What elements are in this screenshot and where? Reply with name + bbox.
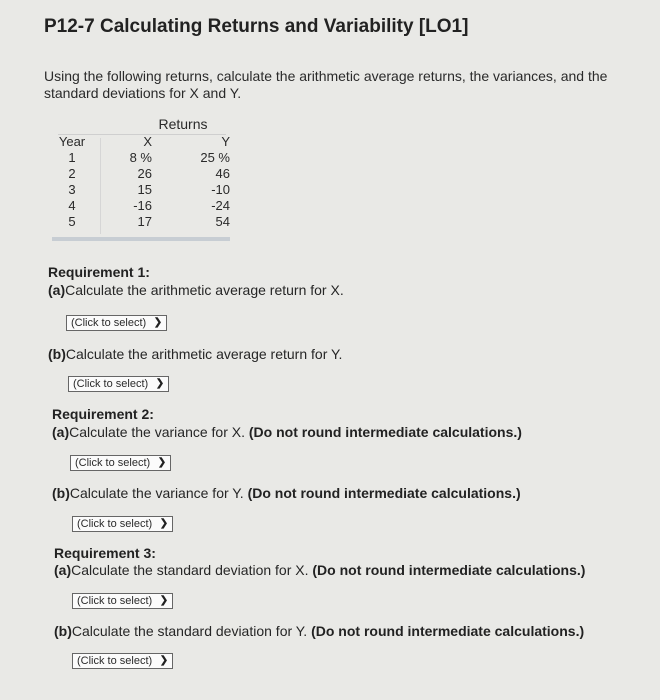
- rounding-note: (Do not round intermediate calculations.): [247, 485, 521, 501]
- select-placeholder: (Click to select): [71, 317, 147, 329]
- select-placeholder: (Click to select): [77, 655, 153, 667]
- cell-x: 26: [137, 166, 152, 181]
- answer-select-3a[interactable]: [72, 593, 173, 609]
- answer-select-1b[interactable]: [68, 376, 169, 392]
- select-placeholder: (Click to select): [73, 378, 149, 390]
- rounding-note: (Do not round intermediate calculations.): [311, 623, 585, 639]
- cell-y: 46: [215, 166, 230, 181]
- instructions-text: Using the following returns, calculate the arithmetic average returns, the variances, and the standard deviations for X and Y.: [44, 68, 608, 101]
- chevron-down-icon: ❯: [155, 378, 165, 389]
- chevron-down-icon: ❯: [157, 457, 167, 468]
- cell-year: 3: [68, 182, 76, 197]
- rounding-note: (Do not round intermediate calculations.): [248, 424, 522, 440]
- requirement-1-heading: Requirement 1:: [48, 264, 150, 280]
- question-3b: [54, 623, 584, 639]
- requirement-2-heading: Requirement 2:: [52, 406, 154, 422]
- question-1a: [48, 282, 344, 298]
- chevron-down-icon: ❯: [159, 655, 169, 666]
- question-text: Calculate the standard deviation for X.: [71, 562, 313, 578]
- cell-year: 2: [68, 166, 76, 181]
- answer-select-2a[interactable]: [70, 455, 171, 471]
- chevron-down-icon: ❯: [159, 595, 169, 606]
- cell-y: -24: [211, 198, 230, 213]
- cell-year: 5: [68, 214, 76, 229]
- cell-x: 15: [137, 182, 152, 197]
- answer-select-3b[interactable]: [72, 653, 173, 669]
- part-label: (a): [48, 282, 66, 298]
- part-label: (a): [54, 562, 72, 578]
- answer-select-2b[interactable]: [72, 516, 173, 532]
- cell-y: 54: [215, 214, 230, 229]
- question-text: Calculate the standard deviation for Y.: [71, 623, 312, 639]
- chevron-down-icon: ❯: [159, 518, 169, 529]
- cell-x: 8 %: [129, 150, 152, 165]
- question-2a: [52, 424, 522, 440]
- question-1b: [48, 346, 342, 362]
- question-text: Calculate the arithmetic average return for X.: [65, 282, 344, 298]
- select-placeholder: (Click to select): [75, 457, 151, 469]
- table-row: [52, 150, 230, 166]
- column-header-y: Y: [221, 134, 230, 149]
- table-row: [52, 214, 230, 230]
- question-3a: [54, 562, 585, 578]
- cell-x: 17: [137, 214, 152, 229]
- column-header-x: X: [143, 134, 152, 149]
- question-text: Calculate the arithmetic average return for Y.: [65, 346, 343, 362]
- column-header-year: Year: [58, 134, 86, 149]
- select-placeholder: (Click to select): [77, 595, 153, 607]
- returns-group-header: Returns: [158, 116, 208, 132]
- part-label: (b): [54, 623, 72, 639]
- table-row: [52, 166, 230, 182]
- returns-table: [52, 116, 230, 242]
- requirement-3-heading: Requirement 3:: [54, 545, 156, 561]
- part-label: (b): [48, 346, 66, 362]
- cell-y: 25 %: [200, 150, 230, 165]
- returns-grid: [52, 134, 230, 230]
- page-title: P12-7 Calculating Returns and Variability [LO1]: [44, 16, 469, 37]
- table-bottom-border: [52, 237, 230, 241]
- part-label: (b): [52, 485, 70, 501]
- cell-y: -10: [211, 182, 230, 197]
- table-row: [52, 182, 230, 198]
- question-text: Calculate the variance for Y.: [69, 485, 248, 501]
- cell-year: 1: [68, 150, 76, 165]
- rounding-note: (Do not round intermediate calculations.): [312, 562, 586, 578]
- answer-select-1a[interactable]: [66, 315, 167, 331]
- cell-year: 4: [68, 198, 76, 213]
- part-label: (a): [52, 424, 70, 440]
- question-text: Calculate the variance for X.: [69, 424, 249, 440]
- table-row: [52, 198, 230, 214]
- question-2b: [52, 485, 521, 501]
- cell-x: -16: [133, 198, 152, 213]
- chevron-down-icon: ❯: [153, 317, 163, 328]
- select-placeholder: (Click to select): [77, 518, 153, 530]
